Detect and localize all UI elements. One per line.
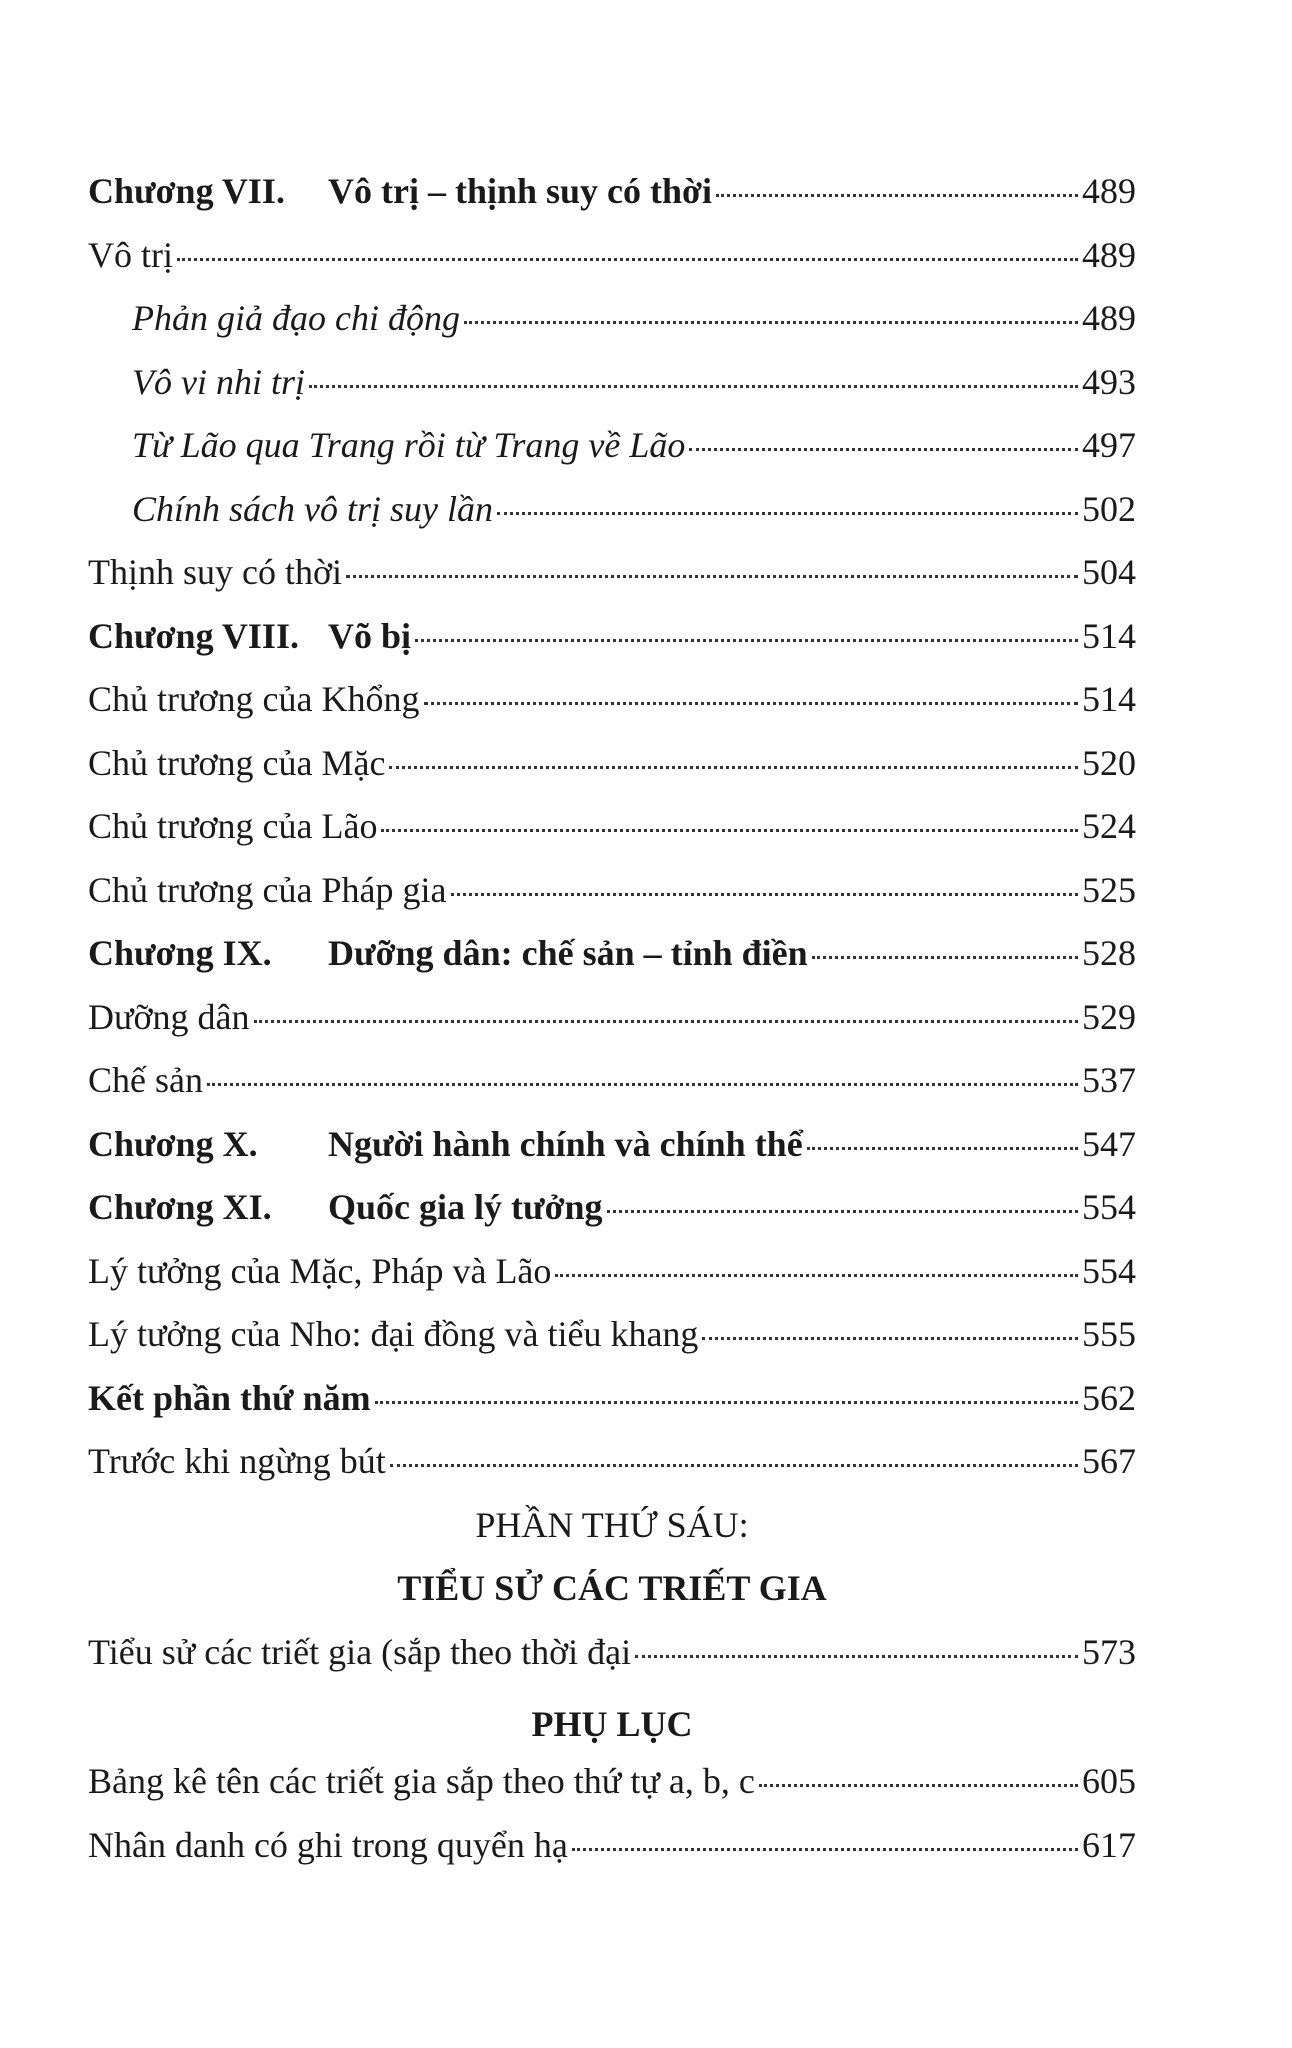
toc-entry (88, 1621, 1136, 1685)
dot-leader (689, 448, 1078, 451)
toc-entry (88, 160, 1136, 224)
toc-entry-title: Võ bị (328, 615, 412, 656)
toc-entry (88, 1750, 1136, 1814)
toc-entry-title: Lý tưởng của Nho: đại đồng và tiểu khang (88, 1314, 699, 1354)
toc-entry (88, 1367, 1136, 1431)
toc-entry (88, 287, 1136, 351)
toc-entry (88, 1113, 1136, 1177)
toc-entry (88, 1176, 1136, 1240)
toc-entry (88, 478, 1136, 542)
toc-chapter-number: Chương XI. (88, 1187, 272, 1227)
toc-entry (88, 605, 1136, 669)
dot-leader (702, 1337, 1078, 1340)
toc-page-number: 502 (1082, 488, 1136, 529)
toc-entry (88, 1814, 1136, 1878)
dot-leader (375, 1401, 1078, 1404)
toc-page-number: 605 (1082, 1761, 1136, 1801)
toc-entry-title: Dưỡng dân: chế sản – tỉnh điền (328, 933, 808, 973)
toc-page-number: 554 (1082, 1187, 1136, 1227)
toc-chapter-number: Chương X. (88, 1123, 258, 1164)
toc-page-number: 528 (1082, 933, 1136, 973)
toc-page-number: 514 (1082, 679, 1136, 719)
dot-leader (390, 1464, 1078, 1467)
toc-entry-title: Tiểu sử các triết gia (sắp theo thời đại (88, 1631, 632, 1672)
toc-entry-title: Thịnh suy có thời (88, 552, 343, 592)
dot-leader (807, 1147, 1078, 1150)
toc-page-number: 554 (1082, 1250, 1136, 1291)
toc-entry (88, 986, 1136, 1050)
toc-chapter-number: Chương VII. (88, 171, 285, 211)
toc-entry-title: Chủ trương của Khổng (88, 679, 420, 719)
dot-leader (177, 258, 1078, 261)
toc-page-number: 489 (1082, 298, 1136, 338)
toc-entry-title: Kết phần thứ năm (88, 1377, 371, 1418)
dot-leader (759, 1784, 1078, 1787)
dot-leader (464, 321, 1078, 324)
toc-entry (88, 1303, 1136, 1367)
dot-leader (451, 893, 1079, 896)
toc-page-number: 525 (1082, 869, 1136, 910)
part-six-heading: PHẦN THỨ SÁU: (475, 1504, 749, 1545)
table-of-contents (88, 160, 1136, 1877)
toc-page-number: 537 (1082, 1060, 1136, 1100)
toc-page-number: 573 (1082, 1631, 1136, 1672)
toc-entry-title: Trước khi ngừng bút (88, 1441, 386, 1481)
dot-leader (607, 1210, 1078, 1213)
toc-entry-title: Bảng kê tên các triết gia sắp theo thứ tự a, b, c (88, 1761, 755, 1801)
toc-group-part-five (88, 160, 1136, 1494)
toc-entry-title: Dưỡng dân (88, 996, 250, 1037)
dot-leader (635, 1655, 1078, 1658)
toc-page-number: 489 (1082, 171, 1136, 211)
appendix-heading: PHỤ LỤC (531, 1704, 693, 1744)
toc-entry (88, 795, 1136, 859)
toc-entry-title: Chủ trương của Mặc (88, 742, 386, 783)
toc-entry-title: Người hành chính và chính thể (328, 1123, 803, 1164)
toc-entry (88, 351, 1136, 415)
toc-entry-title: Chính sách vô trị suy lần (132, 488, 493, 529)
toc-page-number: 529 (1082, 996, 1136, 1037)
toc-entry (88, 1430, 1136, 1494)
toc-entry-title: Vô trị (88, 234, 173, 275)
toc-entry (88, 1049, 1136, 1113)
toc-entry-title: Phản giả đạo chi động (132, 298, 460, 338)
toc-entry-title: Chế sản (88, 1060, 203, 1100)
dot-leader (309, 385, 1078, 388)
toc-page-number: 562 (1082, 1377, 1136, 1418)
toc-page-number: 489 (1082, 234, 1136, 275)
toc-group-appendix (88, 1750, 1136, 1877)
toc-page-number: 567 (1082, 1441, 1136, 1481)
dot-leader (716, 194, 1078, 197)
toc-group-part-six (88, 1621, 1136, 1685)
dot-leader (346, 575, 1078, 578)
part-six-subheading: TIỂU SỬ CÁC TRIẾT GIA (397, 1568, 827, 1608)
toc-entry (88, 541, 1136, 605)
dot-leader (497, 512, 1078, 515)
toc-entry (88, 922, 1136, 986)
toc-page-number: 555 (1082, 1314, 1136, 1354)
dot-leader (389, 766, 1078, 769)
toc-entry (88, 414, 1136, 478)
toc-entry-title: Nhân danh có ghi trong quyển hạ (88, 1824, 568, 1865)
dot-leader (415, 639, 1078, 642)
toc-entry (88, 224, 1136, 288)
toc-page-number: 547 (1082, 1123, 1136, 1164)
dot-leader (812, 956, 1078, 959)
dot-leader (207, 1083, 1078, 1086)
dot-leader (555, 1274, 1078, 1277)
dot-leader (381, 829, 1078, 832)
toc-page-number: 497 (1082, 425, 1136, 465)
toc-entry (88, 732, 1136, 796)
toc-page-number: 504 (1082, 552, 1136, 592)
toc-entry (88, 859, 1136, 923)
toc-entry-title: Quốc gia lý tưởng (328, 1187, 603, 1227)
toc-entry (88, 668, 1136, 732)
toc-entry-title: Chủ trương của Lão (88, 806, 378, 846)
toc-entry (88, 1240, 1136, 1304)
toc-page-number: 617 (1082, 1824, 1136, 1865)
toc-page-number: 520 (1082, 742, 1136, 783)
toc-chapter-number: Chương VIII. (88, 615, 299, 656)
toc-entry-title: Vô trị – thịnh suy có thời (328, 171, 712, 211)
dot-leader (572, 1848, 1078, 1851)
dot-leader (424, 702, 1078, 705)
toc-entry-title: Chủ trương của Pháp gia (88, 869, 447, 910)
toc-page-number: 524 (1082, 806, 1136, 846)
toc-entry-title: Từ Lão qua Trang rồi từ Trang về Lão (132, 425, 686, 465)
toc-page-number: 493 (1082, 361, 1136, 402)
toc-chapter-number: Chương IX. (88, 933, 272, 973)
toc-entry-title: Lý tưởng của Mặc, Pháp và Lão (88, 1250, 552, 1291)
dot-leader (254, 1020, 1078, 1023)
toc-entry-title: Vô vi nhi trị (132, 361, 305, 402)
toc-page-number: 514 (1082, 615, 1136, 656)
